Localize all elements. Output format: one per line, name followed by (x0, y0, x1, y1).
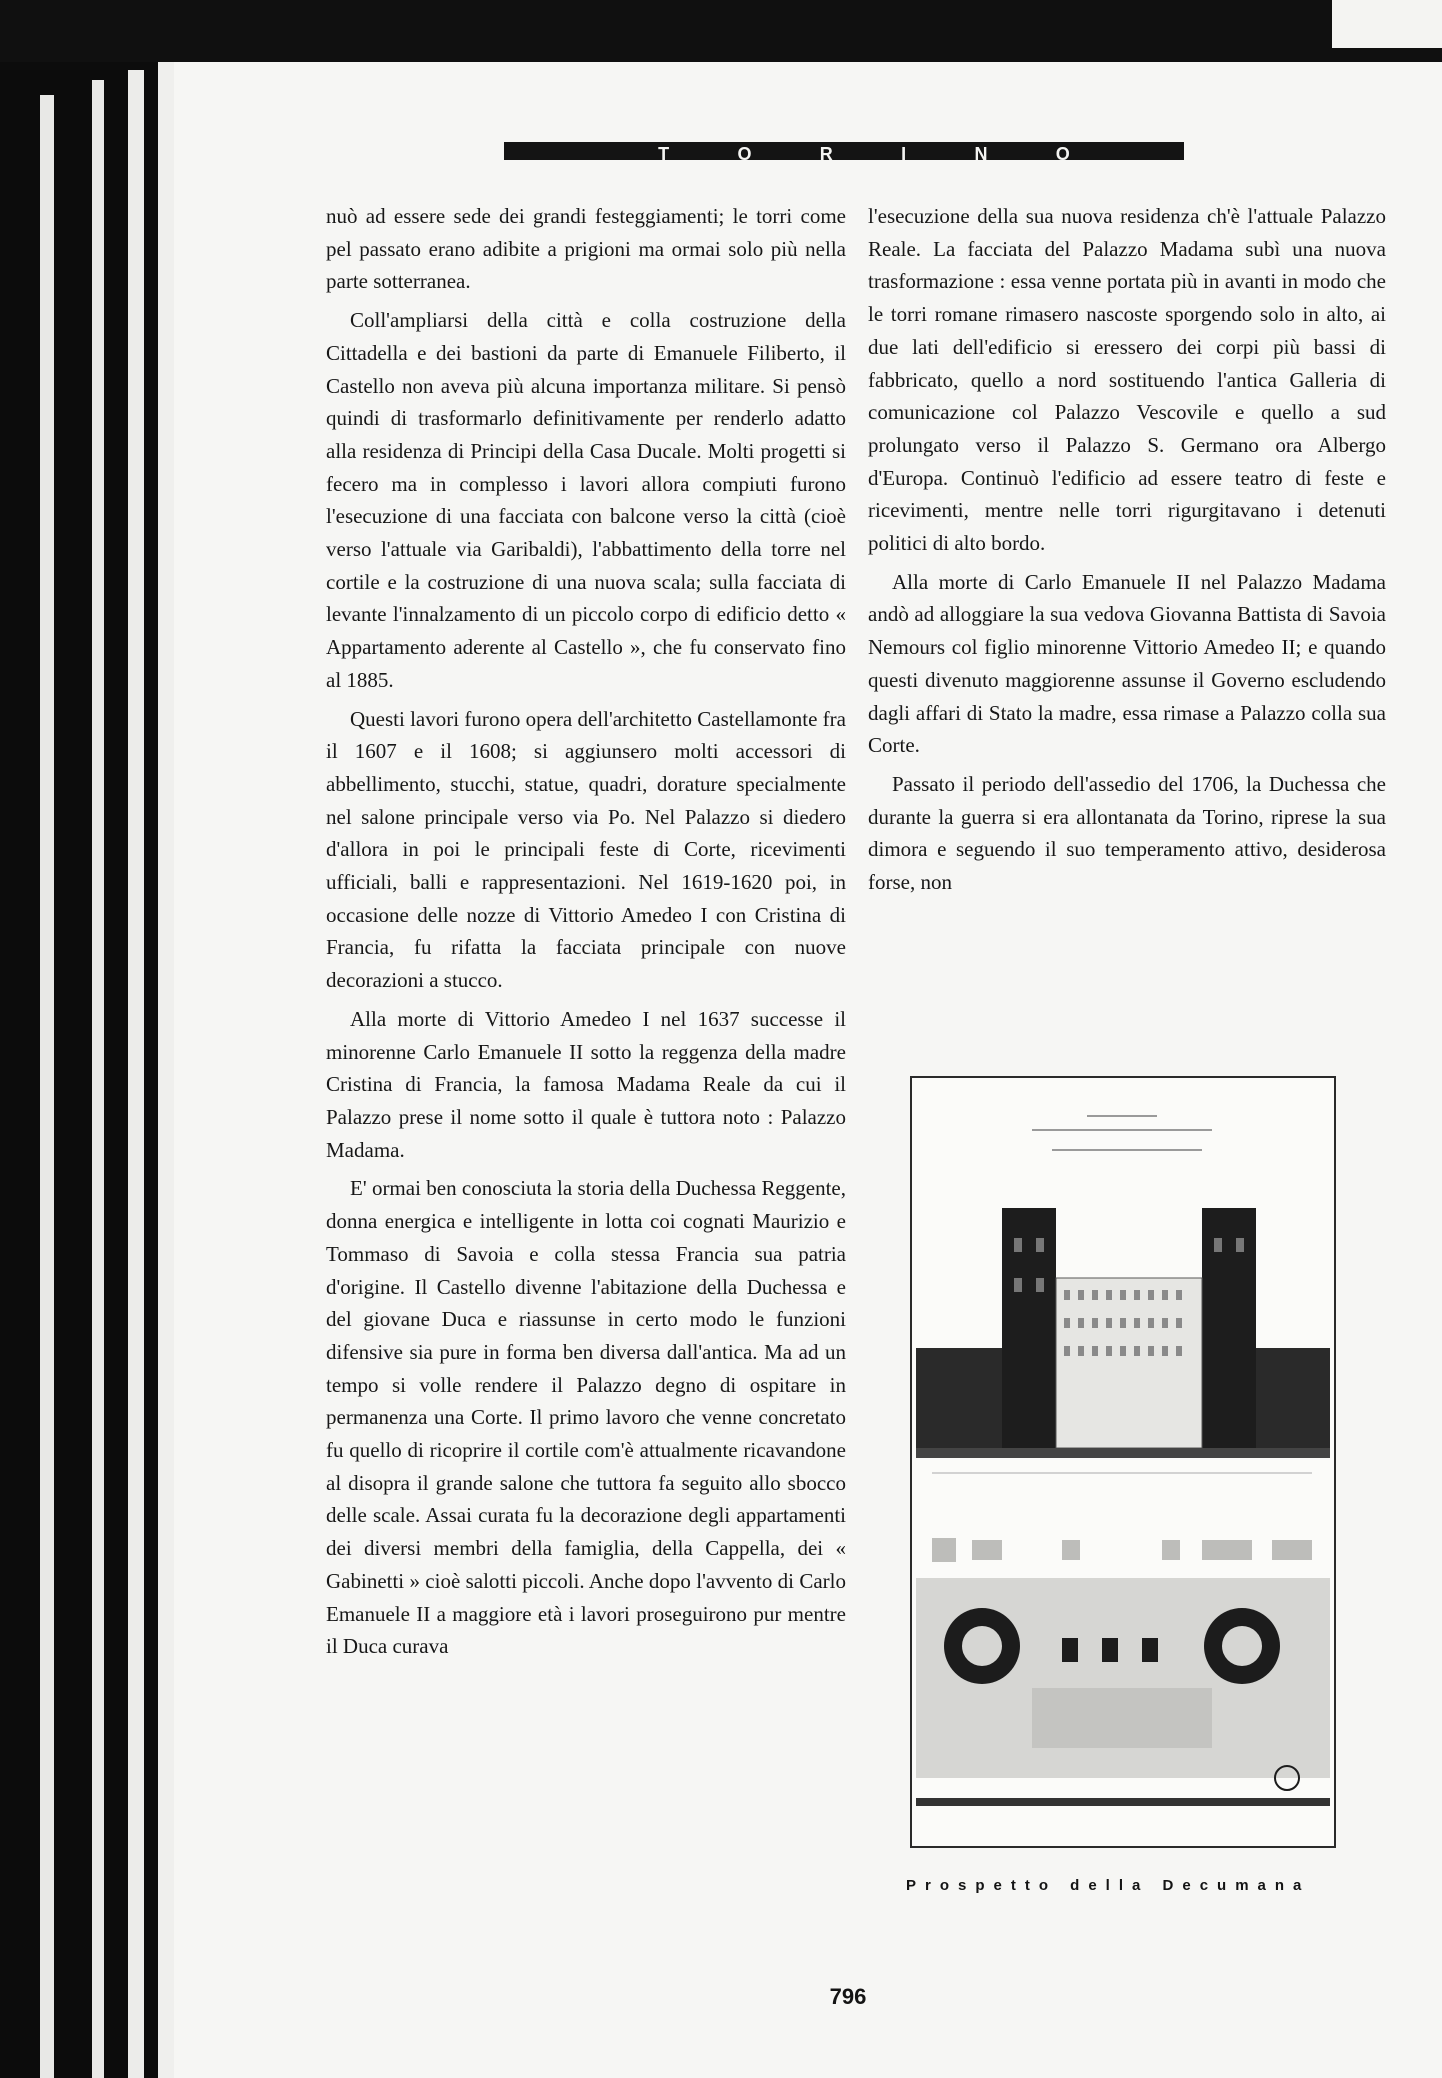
paragraph: Questi lavori furono opera dell'architetto Castellamonte fra il 1607 e il 1608; si aggiunsero molti accessori di abbellimento, stucchi, statue, quadri, dorature specialmente nel salone principale verso via Po. Nel Palazzo si diedero d'allora in poi le principali feste di Corte, ricevimenti ufficiali, balli e rappresentazioni. Nel 1619-1620 poi, in occasione delle nozze di Vittorio Amedeo I con Cristina di Francia, fu rifatta la facciata principale con nuove decorazioni a stucco. (326, 706, 846, 993)
page-edge-strip (92, 80, 104, 2078)
left-text-column (326, 200, 846, 1663)
central-facade (1056, 1278, 1202, 1448)
drawing-title-marks (1032, 1116, 1212, 1150)
paragraph: nuò ad essere sede dei grandi festeggiamenti; le torri come pel passato erano adibite a prigioni ma ormai solo più nella parte sotterranea. (326, 204, 846, 294)
scan-corner (1332, 0, 1442, 48)
elevation-and-plan-drawing (912, 1078, 1334, 1846)
right-tower (1202, 1208, 1256, 1448)
paragraph: Alla morte di Carlo Emanuele II nel Palazzo Madama andò ad alloggiare la sua vedova Giovanna Battista di Savoia Nemours col figlio minorenne Vittorio Amedeo II; e quando questi divenuto maggiorenne assunse il Governo escludendo dagli affari di Stato la madre, essa rimase a Palazzo colla sua Corte. (868, 569, 1386, 758)
header-letter: O (737, 144, 752, 164)
header-letter: I (901, 144, 907, 164)
header-letter: N (974, 144, 988, 164)
right-wing (1256, 1348, 1330, 1448)
base-strip (916, 1448, 1330, 1458)
paragraph: Coll'ampliarsi della città e colla costruzione della Cittadella e dei bastioni da parte di Emanuele Filiberto, il Castello non aveva più alcuna importanza militare. Si pensò quindi di trasformarlo definitivamente per renderlo adatto alla residenza di Principi della Casa Ducale. Molti progetti si fecero ma in complesso i lavori allora compiuti furono l'esecuzione di una facciata con balcone verso la città (cioè verso l'attuale via Garibaldi), l'abbattimento della torre nel cortile e la costruzione di una nuova scala; sulla facciata di levante l'innalzamento di un piccolo corpo di edificio detto « Appartamento aderente al Castello », che fu conservato fino al 1885. (326, 308, 846, 692)
floor-plan (916, 1538, 1330, 1806)
paragraph: Passato il periodo dell'assedio del 1706, la Duchessa che durante la guerra si era allontanata da Torino, riprese la sua dimora e seguendo il suo temperamento attivo, desiderosa forse, non (868, 771, 1386, 895)
header-letter: O (1055, 144, 1070, 164)
page-edge-strip (40, 95, 54, 2078)
scan-top-band (0, 0, 1442, 62)
paragraph: E' ormai ben conosciuta la storia della Duchessa Reggente, donna energica e intelligente in lotta coi cognati Maurizio e Tommaso di Savoia e colla stessa Francia sua patria d'origine. Il Castello divenne l'abitazione della Duchessa e del giovane Duca e riassunse in certo modo le funzioni difensive sia pure in forma ben diversa dall'antica. Ma ad un tempo si volle rendere il Palazzo degno di ospitare in permanenza una Corte. Il primo lavoro che venne concretato fu quello di ricoprire il cortile com'è attualmente ricavandone al disopra il grande salone che tuttora fa seguito allo sbocco delle scale. Assai curata fu la decorazione degli appartamenti dei diversi membri della famiglia, della Cappella, dei « Gabinetti » cioè salotti piccoli. Anche dopo l'avvento di Carlo Emanuele II a maggiore età i lavori proseguirono pur mentre il Duca curava (326, 1176, 846, 1659)
header-letter: T (658, 144, 670, 164)
left-tower (1002, 1208, 1056, 1448)
paragraph: l'esecuzione della sua nuova residenza ch'è l'attuale Palazzo Reale. La facciata del Palazzo Madama subì una nuova trasformazione : essa venne portata più in avanti in modo che le torri romane rimasero nascoste sporgendo solo in alto, ai due lati dell'edificio si eressero dei corpi più bassi di fabbricato, quello a nord sostituendo l'antica Galleria di comunicazione col Palazzo Vescovile e quello a sud prolungato verso il Palazzo S. Germano ora Albergo d'Europa. Continuò l'edificio ad essere teatro di feste e ricevimenti, mentre nelle torri rigurgitavano i detenuti politici di alto bordo. (868, 204, 1386, 556)
left-wing (916, 1348, 1002, 1448)
book-page (174, 62, 1442, 2078)
architectural-drawing-figure (910, 1076, 1336, 1848)
right-text-column (868, 200, 1386, 899)
figure-caption: Prospetto della Decumana (906, 1877, 1311, 1894)
paragraph: Alla morte di Vittorio Amedeo I nel 1637 successe il minorenne Carlo Emanuele II sotto la reggenza della madre Cristina di Francia, la famosa Madama Reale da cui il Palazzo prese il nome sotto il quale è tuttora noto : Palazzo Madama. (326, 1006, 846, 1162)
facade-windows (1064, 1290, 1182, 1356)
running-header (504, 142, 1184, 166)
page-edge-strip (128, 70, 144, 2078)
header-letter: R (819, 144, 833, 164)
page-number: 796 (829, 1984, 867, 2009)
page-edge-strip (158, 62, 174, 2078)
